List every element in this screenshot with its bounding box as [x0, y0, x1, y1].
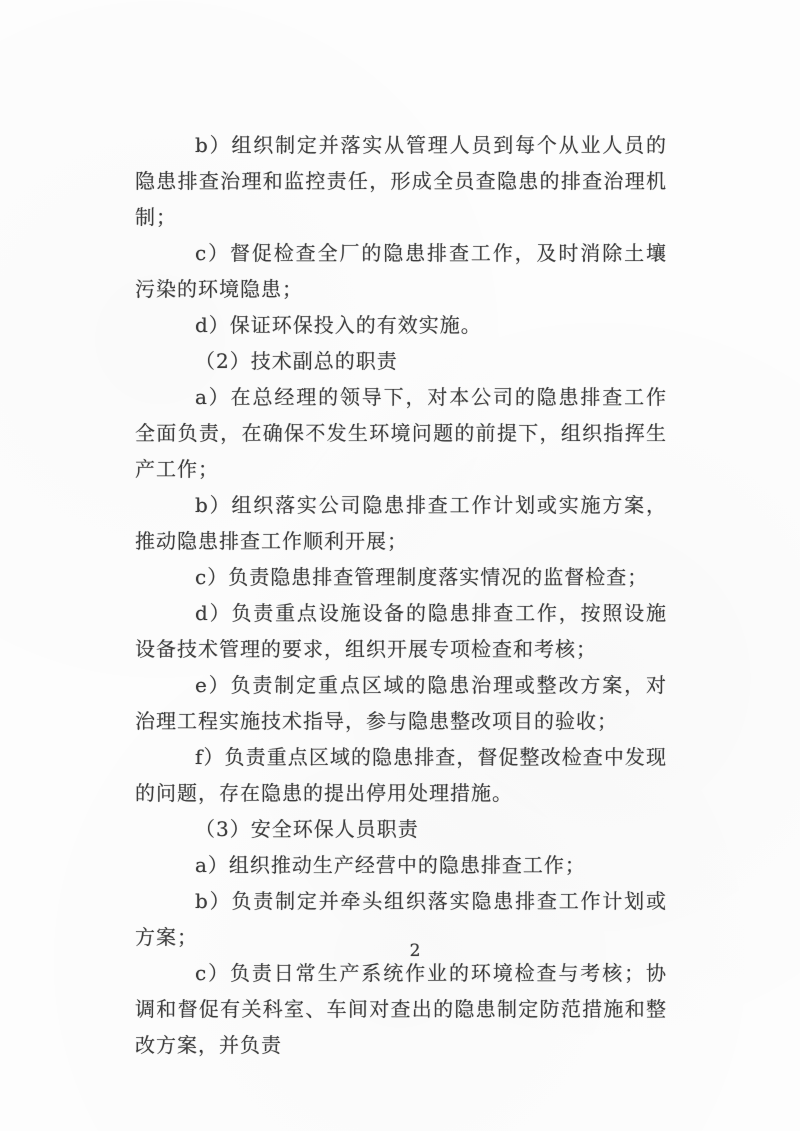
section-heading-2: （2）技术副总的职责 — [195, 349, 398, 373]
list-item-2b: b）组织落实公司隐患排查工作计划或实施方案，推动隐患排查工作顺利开展； — [135, 493, 667, 553]
list-item-2f: f）负责重点区域的隐患排查，督促整改检查中发现的问题，存在隐患的提出停用处理措施。 — [135, 745, 667, 805]
list-item-3c: c）负责日常生产系统作业的环境检查与考核；协调和督促有关科室、车间对查出的隐患制定防范措施和整改方案，并负责 — [135, 961, 667, 1057]
list-item-2c: c）负责隐患排查管理制度落实情况的监督检查； — [195, 565, 649, 589]
list-item-3b: b）负责制定并牵头组织落实隐患排查工作计划或方案； — [135, 889, 667, 949]
document-body — [135, 127, 667, 1063]
page-number: 2 — [409, 941, 421, 961]
list-item-d: d）保证环保投入的有效实施。 — [195, 313, 482, 337]
list-item-2d: d）负责重点设施设备的隐患排查工作，按照设施设备技术管理的要求，组织开展专项检查和考核； — [135, 601, 667, 661]
list-item-2a: a）在总经理的领导下，对本公司的隐患排查工作全面负责，在确保不发生环境问题的前提下，组织指挥生产工作； — [135, 385, 667, 481]
list-item-c: c）督促检查全厂的隐患排查工作，及时消除土壤污染的环境隐患； — [135, 241, 667, 301]
section-heading-3: （3）安全环保人员职责 — [195, 817, 419, 841]
list-item-b: b）组织制定并落实从管理人员到每个从业人员的隐患排查治理和监控责任，形成全员查隐患的排查治理机制； — [135, 133, 667, 229]
list-item-3a: a）组织推动生产经营中的隐患排查工作； — [195, 853, 586, 877]
list-item-2e: e）负责制定重点区域的隐患治理或整改方案，对治理工程实施技术指导，参与隐患整改项目的验收； — [135, 673, 667, 733]
